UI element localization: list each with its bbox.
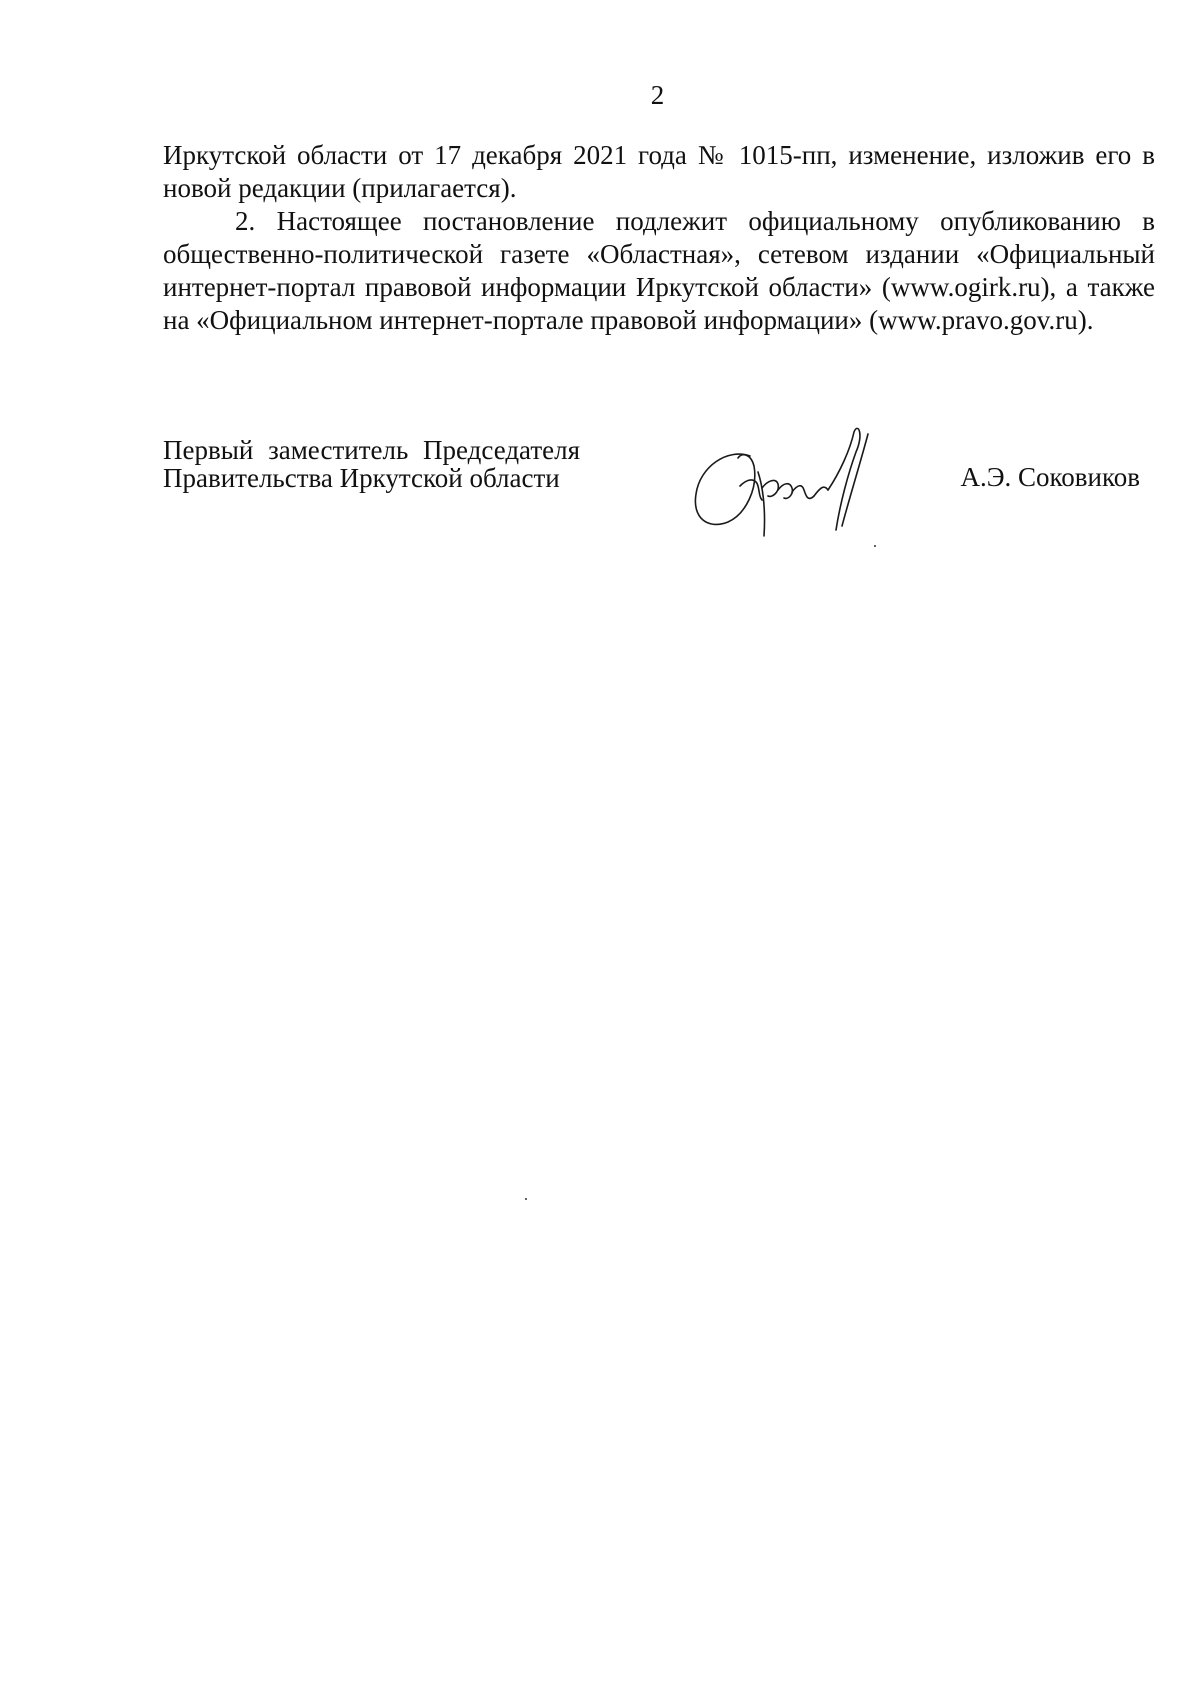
handwritten-signature [688, 426, 928, 556]
document-body [163, 139, 1155, 337]
signatory-name: А.Э. Соковиков [960, 462, 1140, 492]
scan-speck [874, 545, 876, 547]
page-number: 2 [650, 80, 665, 110]
paragraph-continuation: Иркутской области от 17 декабря 2021 года № 1015-пп, изменение, изложив его в новой редакции (прилагается). [163, 140, 1155, 203]
signature-block [163, 436, 1155, 556]
scan-speck [525, 1198, 527, 1200]
paragraph-publication: 2. Настоящее постановление подлежит официальному опубликованию в общественно-политической газете «Областная», сетевом издании «Официальный интернет-портал правовой информации Иркутской области» (www.ogirk.ru), а также на «Официальном интернет-портале правовой информации» (www.pravo.gov.ru). [163, 206, 1155, 335]
signatory-position [163, 436, 580, 492]
signatory-position-line-1: Первый заместитель Председателя [163, 435, 581, 465]
signatory-position-line-2: Правительства Иркутской области [163, 463, 560, 493]
